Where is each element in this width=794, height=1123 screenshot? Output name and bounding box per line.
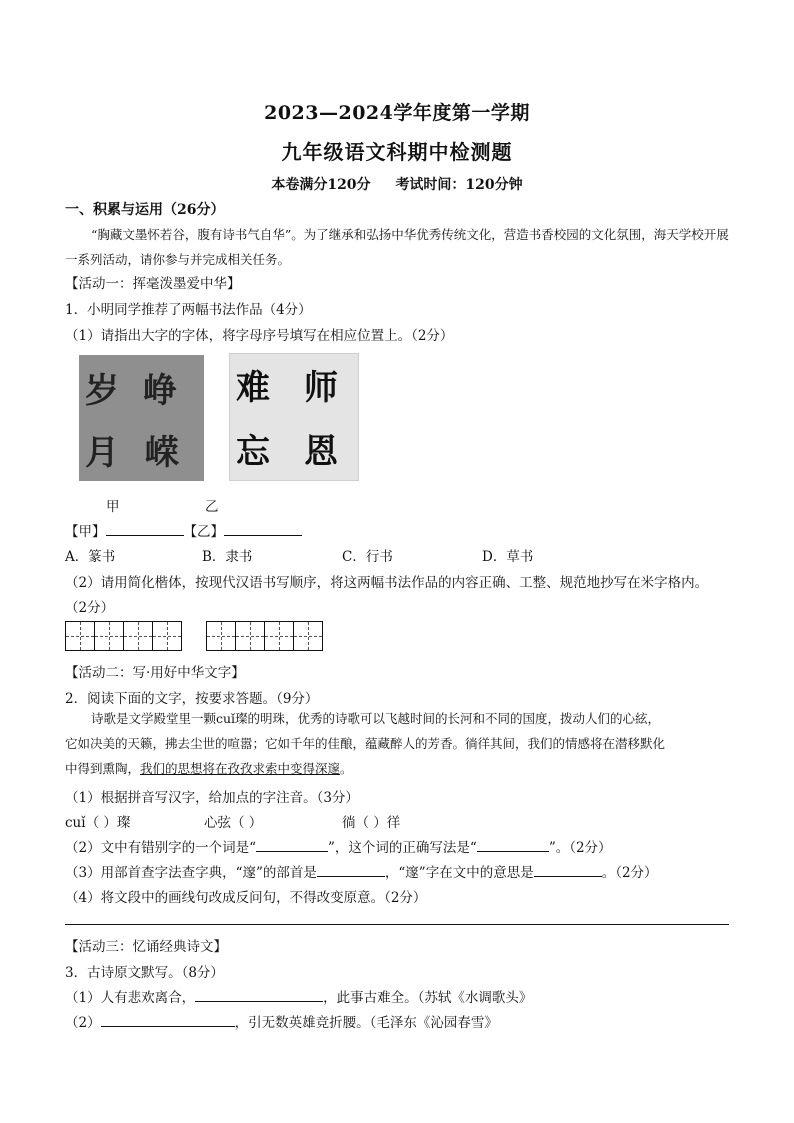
- q3-1-text: （1）人有悲欢离合，: [65, 990, 196, 1006]
- option-c: C．行书: [342, 549, 393, 565]
- pinyin-item-1: cuǐ（ ）璨: [65, 815, 131, 831]
- question-3-2: [65, 1011, 498, 1031]
- q2-3-text: （3）用部首查字法查字典，“邃”的部首是: [65, 865, 317, 881]
- passage-line-3-start: 中得到熏陶，: [65, 761, 141, 776]
- section-heading: 一、积累与运用（26分）: [65, 202, 225, 218]
- calligraphy-char: 恩: [304, 432, 338, 472]
- pinyin-item-3: 徜（ ）徉: [342, 815, 401, 831]
- label-jia: 甲: [106, 499, 120, 515]
- writing-grid-yi[interactable]: [206, 621, 322, 651]
- activity3-heading: 【活动三：忆诵经典诗文】: [65, 939, 227, 955]
- poem-blank-1[interactable]: [195, 987, 323, 1002]
- q2-2-text: ”，这个词的正确写法是“: [328, 840, 477, 856]
- q3-2-text: ，引无数英雄竞折腰。（毛泽东《沁园春雪》: [234, 1015, 498, 1031]
- question-1-2-line1: （2）请用简化楷体，按现代汉语书写顺序，将这两幅书法作品的内容正确、工整、规范地抄写在米字格内。: [65, 575, 709, 591]
- grid-cell[interactable]: [65, 621, 95, 651]
- calligraphy-image-jia: [79, 355, 204, 481]
- q2-3-text: ，“邃”字在文中的意思是: [384, 865, 534, 881]
- question-2-3: [65, 861, 658, 881]
- calligraphy-char: 忘: [236, 432, 270, 472]
- reading-passage: [65, 706, 730, 781]
- poem-blank-2[interactable]: [101, 1012, 235, 1027]
- calligraphy-char: 峥: [143, 371, 177, 411]
- answer-yi-label: 【乙】: [183, 524, 224, 540]
- q2-3-text: 。（2分）: [601, 865, 658, 881]
- meaning-blank[interactable]: [534, 862, 602, 877]
- option-a: A．篆书: [65, 549, 116, 565]
- full-score: 本卷满分120分: [271, 177, 371, 193]
- question-1: 1．小明同学推荐了两幅书法作品（4分）: [65, 302, 312, 318]
- question-3-1: [65, 986, 532, 1006]
- q2-2-text: （2）文中有错别字的一个词是“: [65, 840, 256, 856]
- correct-word-blank[interactable]: [477, 837, 549, 852]
- intro-line-2: 海天学校开展一系列活动，请你参与并完成相关任务。: [65, 227, 729, 267]
- option-b: B．隶书: [202, 549, 253, 565]
- answer-line[interactable]: [65, 924, 729, 925]
- calligraphy-char: 岁: [85, 371, 119, 411]
- grid-cell[interactable]: [293, 621, 323, 651]
- grid-cell[interactable]: [206, 621, 236, 651]
- activity2-heading: 【活动二：写·用好中华文字】: [65, 665, 245, 681]
- question-2-2: [65, 836, 612, 856]
- underlined-sentence: 我们的思想将在孜孜求索中变得深邃: [140, 761, 341, 776]
- calligraphy-char: 难: [236, 368, 270, 408]
- answer-yi-blank[interactable]: [224, 521, 302, 536]
- exam-time: 考试时间：120分钟: [395, 177, 523, 193]
- option-d: D．草书: [482, 549, 534, 565]
- calligraphy-image-yi: [229, 353, 359, 481]
- answer-jia-label: 【甲】: [65, 524, 106, 540]
- grid-cell[interactable]: [235, 621, 265, 651]
- activity1-heading: 【活动一：挥毫泼墨爱中华】: [65, 276, 241, 292]
- question-1-2-line2: （2分）: [65, 600, 115, 616]
- label-yi: 乙: [205, 499, 219, 515]
- question-1-1: （1）请指出大字的字体，将字母序号填写在相应位置上。（2分）: [65, 328, 454, 344]
- q3-1-text: ，此事古难全。（苏轼《水调歌头》: [323, 990, 533, 1006]
- q3-2-text: （2）: [65, 1015, 101, 1031]
- grid-cell[interactable]: [123, 621, 153, 651]
- section-intro: [65, 222, 730, 272]
- passage-line-2: 它如决美的天籁，拂去尘世的喧嚣；它如千年的佳酿，蕴藏醉人的芳香。徜徉其间，我们的情感将在潜移默化: [65, 736, 666, 751]
- exam-title: 九年级语文科期中检测题: [281, 140, 513, 164]
- question-2-1: （1）根据拼音写汉字，给加点的字注音。（3分）: [65, 790, 359, 806]
- wrong-word-blank[interactable]: [256, 837, 328, 852]
- calligraphy-char: 月: [85, 433, 119, 473]
- question-2-4: （4）将文段中的画线句改成反问句，不得改变原意。（2分）: [65, 890, 427, 906]
- q2-2-text: ”。（2分）: [548, 840, 612, 856]
- writing-grid-jia[interactable]: [65, 621, 181, 651]
- answer-jia-blank[interactable]: [106, 521, 184, 536]
- answer-row: [65, 520, 302, 540]
- exam-term-title: 2023—2024学年度第一学期: [264, 102, 530, 124]
- calligraphy-char: 嵘: [145, 433, 179, 473]
- calligraphy-char: 师: [304, 368, 338, 408]
- pinyin-item-2: 心弦（ ）: [204, 815, 263, 831]
- grid-cell[interactable]: [94, 621, 124, 651]
- intro-line-1: “胸藏文墨怀若谷，腹有诗书气自华”。为了继承和弘扬中华优秀传统文化，营造书香校园的文化氛围，: [91, 227, 654, 242]
- question-3: 3．古诗原文默写。（8分）: [65, 965, 224, 981]
- passage-line-3-end: 。: [340, 761, 353, 776]
- question-2: 2．阅读下面的文字，按要求答题。（9分）: [65, 691, 319, 707]
- passage-line-3: [65, 756, 730, 781]
- passage-line-1: 诗歌是文学殿堂里一颗cuǐ璨的明珠，优秀的诗歌可以飞越时间的长河和不同的国度，拨动人们的心絃，: [91, 711, 661, 726]
- exam-info: [0, 174, 794, 194]
- radical-blank[interactable]: [317, 862, 385, 877]
- grid-cell[interactable]: [264, 621, 294, 651]
- grid-cell[interactable]: [152, 621, 182, 651]
